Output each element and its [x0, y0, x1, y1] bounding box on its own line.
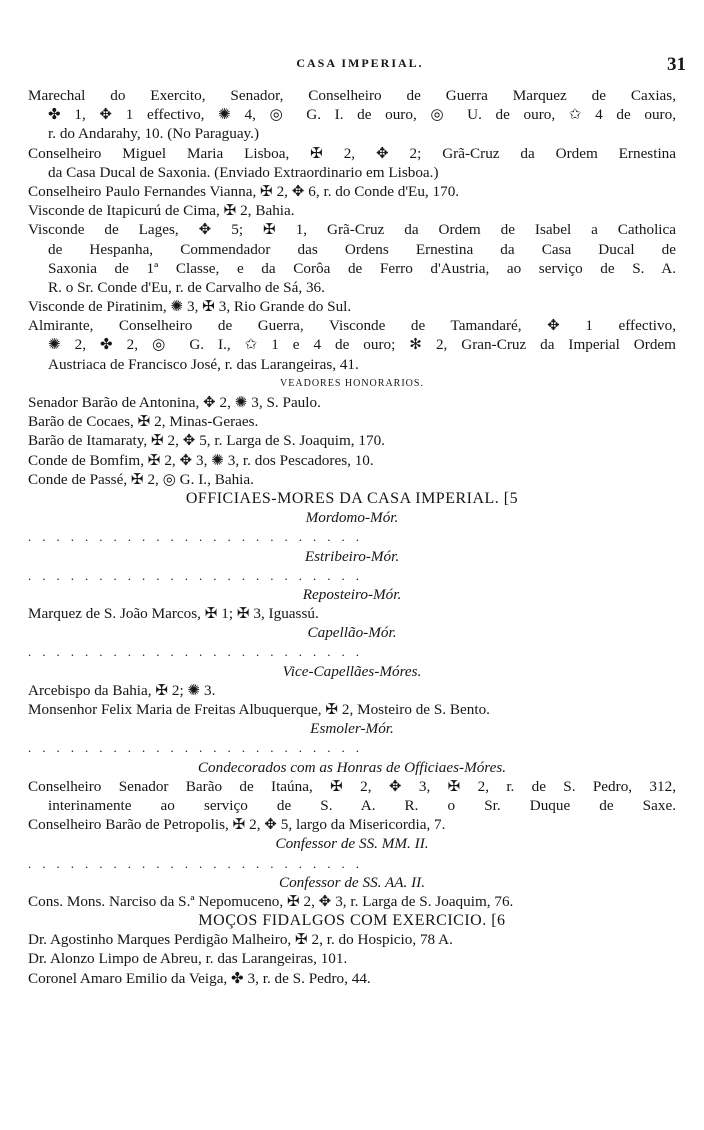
text-line: Barão de Cocaes, ✠ 2, Minas-Geraes. — [28, 413, 259, 431]
text-line: Saxonia de 1ª Classe, e da Corôa de Ferro d'Austria, ao serviço de S. A. — [48, 259, 676, 277]
document-body — [28, 86, 676, 988]
section-heading: VEADORES HONORARIOS. — [280, 377, 424, 389]
text-line: Conselheiro Barão de Petropolis, ✠ 2, ✥ 5, largo da Misericordia, 7. — [28, 816, 446, 834]
text-line: Visconde de Itapicurú de Cima, ✠ 2, Bahia. — [28, 202, 295, 220]
text-line: Almirante, Conselheiro de Guerra, Visconde de Tamandaré, ✥ 1 effectivo, — [28, 317, 676, 335]
section-heading: Confessor de SS. AA. II. — [278, 873, 426, 891]
text-line: Coronel Amaro Emilio da Veiga, ✤ 3, r. de S. Pedro, 44. — [28, 969, 371, 987]
text-line: Conselheiro Senador Barão de Itaúna, ✠ 2, ✥ 3, ✠ 2, r. de S. Pedro, 312, — [28, 777, 676, 795]
text-line: Visconde de Lages, ✥ 5; ✠ 1, Grã-Cruz da Ordem de Isabel a Catholica — [28, 221, 676, 239]
section-heading: Confessor de SS. MM. II. — [275, 835, 429, 853]
text-line: interinamente ao serviço de S. A. R. o Sr. Duque de Saxe. — [48, 796, 676, 814]
section-heading: Capellão-Mór. — [307, 624, 397, 642]
dotted-leader-line: ........................ — [28, 855, 370, 871]
text-line: Conde de Passé, ✠ 2, ◎ G. I., Bahia. — [28, 470, 254, 488]
text-line: ✤ 1, ✥ 1 effectivo, ✺ 4, ◎ G. I. de ouro, ◎ U. de ouro, ✩ 4 de ouro, — [48, 106, 676, 124]
text-line: de Hespanha, Commendador das Ordens Ernestina da Casa Ducal de — [48, 240, 676, 258]
section-heading: MOÇOS FIDALGOS COM EXERCICIO. [6 — [198, 912, 506, 930]
text-line: Marechal do Exercito, Senador, Conselheiro de Guerra Marquez de Caxias, — [28, 87, 676, 104]
section-heading: OFFICIAES-MORES DA CASA IMPERIAL. [5 — [185, 489, 519, 507]
text-line: Marquez de S. João Marcos, ✠ 1; ✠ 3, Iguassú. — [28, 605, 319, 623]
section-heading: Reposteiro-Mór. — [302, 585, 402, 603]
section-heading: Mordomo-Mór. — [305, 509, 399, 527]
text-line: Senador Barão de Antonina, ✥ 2, ✺ 3, S. Paulo. — [28, 394, 321, 411]
text-line: Dr. Alonzo Limpo de Abreu, r. das Larangeiras, 101. — [28, 950, 348, 968]
page-header — [30, 52, 690, 76]
text-line: Conselheiro Miguel Maria Lisboa, ✠ 2, ✥ 2; Grã-Cruz da Ordem Ernestina — [28, 144, 676, 162]
text-line: ✺ 2, ✤ 2, ◎ G. I., ✩ 1 e 4 de ouro; ✻ 2, Gran-Cruz da Imperial Ordem — [48, 336, 676, 354]
text-line: Arcebispo da Bahia, ✠ 2; ✺ 3. — [28, 681, 216, 699]
text-line: R. o Sr. Conde d'Eu, r. de Carvalho de Sá, 36. — [48, 278, 325, 296]
text-line: da Casa Ducal de Saxonia. (Enviado Extraordinario em Lisboa.) — [48, 163, 439, 181]
section-heading: Condecorados com as Honras de Officiaes-Móres. — [197, 758, 507, 776]
text-line: Conde de Bomfim, ✠ 2, ✥ 3, ✺ 3, r. dos Pescadores, 10. — [28, 451, 374, 469]
text-line: Dr. Agostinho Marques Perdigão Malheiro, ✠ 2, r. do Hospicio, 78 A. — [28, 931, 453, 949]
dotted-leader-line: ........................ — [28, 740, 370, 756]
dotted-leader-line: ........................ — [28, 644, 370, 660]
section-heading: Vice-Capellães-Móres. — [282, 662, 422, 680]
text-line: Conselheiro Paulo Fernandes Vianna, ✠ 2, ✥ 6, r. do Conde d'Eu, 170. — [28, 182, 460, 200]
page-number: 31 — [667, 54, 686, 75]
text-line: r. do Andarahy, 10. (No Paraguay.) — [48, 125, 260, 143]
dotted-leader-line: ........................ — [28, 529, 370, 545]
text-line: Austriaca de Francisco José, r. das Larangeiras, 41. — [48, 355, 359, 373]
text-line: Monsenhor Felix Maria de Freitas Albuquerque, ✠ 2, Mosteiro de S. Bento. — [28, 701, 490, 718]
text-line: Barão de Itamaraty, ✠ 2, ✥ 5, r. Larga de S. Joaquim, 170. — [28, 432, 385, 450]
running-head: CASA IMPERIAL. — [296, 56, 424, 70]
section-heading: Esmoler-Mór. — [310, 720, 394, 738]
text-line: Visconde de Piratinim, ✺ 3, ✠ 3, Rio Grande do Sul. — [28, 298, 352, 316]
section-heading: Estribeiro-Mór. — [304, 547, 400, 565]
dotted-leader-line: ........................ — [28, 567, 370, 583]
text-line: Cons. Mons. Narciso da S.ª Nepomuceno, ✠ 2, ✥ 3, r. Larga de S. Joaquim, 76. — [28, 892, 514, 910]
